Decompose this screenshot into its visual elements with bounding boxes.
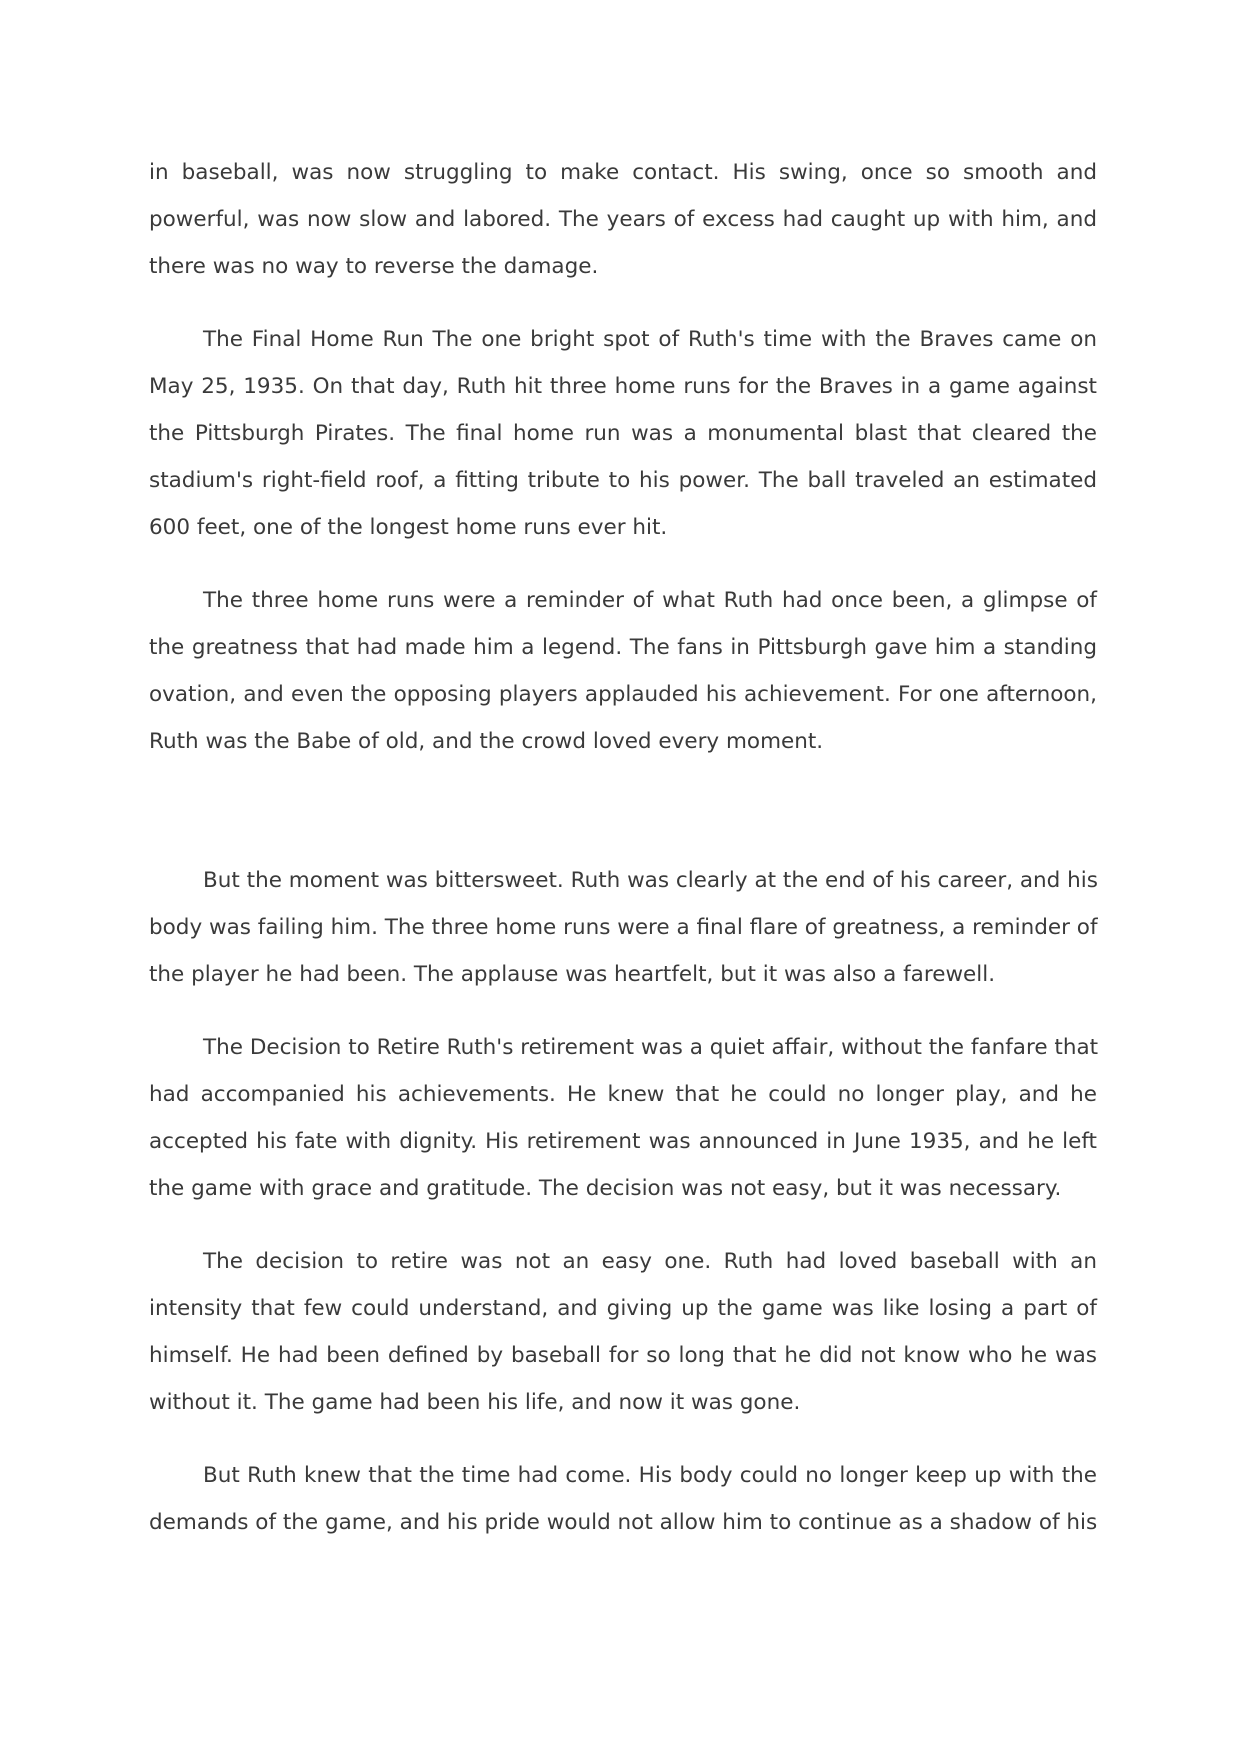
text-line: Ruth was the Babe of old, and the crowd loved every moment. [149, 729, 824, 754]
text-line: The decision to retire was not an easy one. Ruth had loved baseball with an [203, 1249, 1097, 1274]
text-line: there was no way to reverse the damage. [149, 254, 599, 279]
text-line: himself. He had been defined by baseball for so long that he did not know who he was [149, 1343, 1097, 1368]
paragraph [149, 1452, 1097, 1546]
section-spacer [149, 765, 1097, 857]
text-line: 600 feet, one of the longest home runs ever hit. [149, 515, 668, 540]
paragraph [149, 1238, 1097, 1426]
paragraph [149, 149, 1097, 290]
text-line: the player he had been. The applause was heartfelt, but it was also a farewell. [149, 962, 996, 987]
paragraph [149, 1024, 1097, 1212]
text-line: But the moment was bittersweet. Ruth was clearly at the end of his career, and his [203, 868, 1098, 893]
paragraph-spacer [149, 1426, 1097, 1452]
text-line: the Pittsburgh Pirates. The final home run was a monumental blast that cleared the [149, 421, 1097, 446]
text-line: stadium's right-field roof, a fitting tribute to his power. The ball traveled an estimated [149, 468, 1097, 493]
text-line: accepted his fate with dignity. His retirement was announced in June 1935, and he left [149, 1129, 1097, 1154]
text-line: demands of the game, and his pride would not allow him to continue as a shadow of his [149, 1510, 1098, 1535]
paragraph-spacer [149, 1212, 1097, 1238]
paragraph [149, 577, 1097, 765]
paragraph [149, 857, 1097, 998]
text-line: body was failing him. The three home runs were a final flare of greatness, a reminder of [149, 915, 1098, 940]
text-line: The Decision to Retire Ruth's retirement was a quiet affair, without the fanfare that [203, 1035, 1099, 1060]
text-line: had accompanied his achievements. He knew that he could no longer play, and he [149, 1082, 1097, 1107]
text-line: without it. The game had been his life, and now it was gone. [149, 1390, 801, 1415]
text-line: in baseball, was now struggling to make contact. His swing, once so smooth and [149, 160, 1097, 185]
paragraph-spacer [149, 290, 1097, 316]
text-line: The three home runs were a reminder of what Ruth had once been, a glimpse of [203, 588, 1097, 613]
text-line: ovation, and even the opposing players applauded his achievement. For one afternoon, [149, 682, 1097, 707]
text-line: powerful, was now slow and labored. The years of excess had caught up with him, and [149, 207, 1097, 232]
text-line: The Final Home Run The one bright spot of Ruth's time with the Braves came on [203, 327, 1097, 352]
text-line: intensity that few could understand, and giving up the game was like losing a part of [149, 1296, 1097, 1321]
text-line: the greatness that had made him a legend. The fans in Pittsburgh gave him a standing [149, 635, 1097, 660]
paragraph [149, 316, 1097, 551]
text-line: May 25, 1935. On that day, Ruth hit three home runs for the Braves in a game against [149, 374, 1097, 399]
paragraph-spacer [149, 998, 1097, 1024]
paragraph-spacer [149, 551, 1097, 577]
document-body [149, 149, 1097, 1546]
text-line: the game with grace and gratitude. The decision was not easy, but it was necessary. [149, 1176, 1062, 1201]
text-line: But Ruth knew that the time had come. His body could no longer keep up with the [203, 1463, 1097, 1488]
